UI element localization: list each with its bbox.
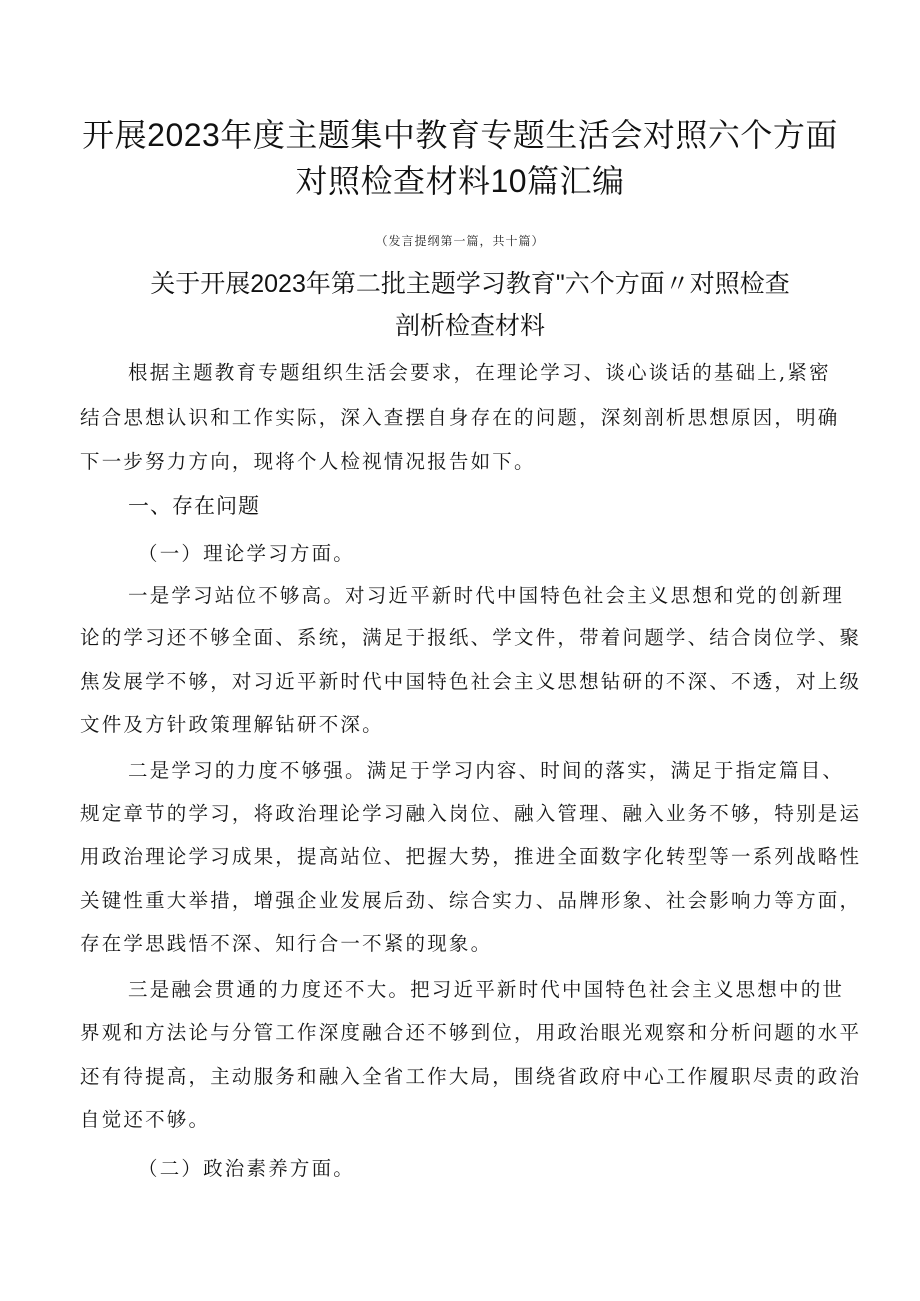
point-1-line: 论的学习还不够全面、系统，满足于报纸、学文件，带着问题学、结合岗位学、聚 (80, 626, 862, 649)
section-heading-existing-problems: 一、存在问题 (128, 495, 260, 518)
document-note: （发言提纲第一篇，共十篇） (375, 234, 545, 248)
article-title-line-2: 剖析检查材料 (394, 312, 545, 340)
intro-line: 根据主题教育专题组织生活会要求，在理论学习、谈心谈话的基础上,紧密 (128, 361, 831, 384)
point-1-line: 焦发展学不够，对习近平新时代中国特色社会主义思想钻研的不深、不透，对上级 (80, 670, 862, 693)
subsection-heading-political-literacy: （二）政治素养方面。 (138, 1157, 356, 1180)
point-3-line: 自觉还不够。 (80, 1108, 211, 1131)
point-1-line: 一是学习站位不够高。对习近平新时代中国特色社会主义思想和党的创新理 (128, 584, 845, 607)
point-3-line: 三是融会贯通的力度还不大。把习近平新时代中国特色社会主义思想中的世 (128, 978, 845, 1001)
article-title-line-1: 关于开展2023年第二批主题学习教育"六个方面〃对照检查 (150, 270, 790, 298)
document-title-line-2: 对照检查材料10篇汇编 (295, 163, 625, 199)
point-2-line: 存在学思践悟不深、知行合一不紧的现象。 (80, 932, 493, 955)
intro-line: 结合思想认识和工作实际，深入查摆自身存在的问题，深刻剖析思想原因，明确 (80, 406, 840, 429)
intro-line: 下一步努力方向，现将个人检视情况报告如下。 (80, 450, 536, 473)
point-2-line: 二是学习的力度不够强。满足于学习内容、时间的落实，满足于指定篇目、 (128, 759, 845, 782)
point-3-line: 还有待提高，主动服务和融入全省工作大局，围绕省政府中心工作履职尽责的政治 (80, 1065, 862, 1088)
point-2-line: 用政治理论学习成果，提高站位、把握大势，推进全面数字化转型等一系列战略性 (80, 845, 862, 868)
document-title-line-1: 开展2023年度主题集中教育专题生活会对照六个方面 (82, 117, 838, 153)
point-2-line: 关键性重大举措，增强企业发展后劲、综合实力、品牌形象、社会影响力等方面， (80, 889, 862, 912)
point-2-line: 规定章节的学习，将政治理论学习融入岗位、融入管理、融入业务不够，特别是运 (80, 802, 862, 825)
point-3-line: 界观和方法论与分管工作深度融合还不够到位，用政治眼光观察和分析问题的水平 (80, 1021, 862, 1044)
point-1-line: 文件及方针政策理解钻研不深。 (80, 713, 384, 736)
subsection-heading-theory-study: （一）理论学习方面。 (138, 542, 356, 565)
